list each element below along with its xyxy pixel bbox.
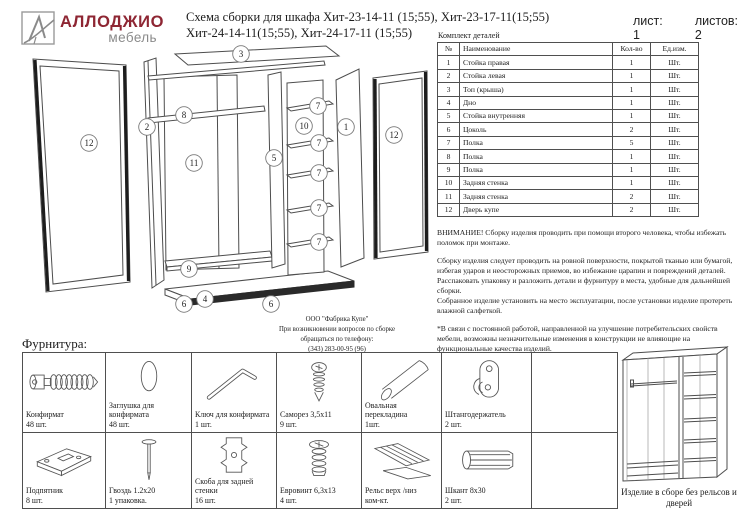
- factory-note-line: обращаться по телефону:: [300, 335, 374, 343]
- hardware-item: [442, 433, 532, 509]
- sheets-total: листов: 2: [694, 14, 739, 42]
- back-panel-bracket-icon: [195, 433, 273, 477]
- confirmat-screw-icon: [25, 357, 103, 407]
- hardware-empty-cell: [532, 353, 618, 433]
- assembly-notes: [437, 228, 740, 354]
- note-paragraph: Расспаковать упаковку и разложить детали и фурнитуру в места, удобные для дальнейшей сборки.: [437, 276, 731, 296]
- svg-text:7: 7: [316, 138, 322, 148]
- col-number: №: [438, 43, 460, 56]
- hardware-item-name: Саморез 3,5х11: [280, 410, 332, 420]
- dowel-icon: [447, 434, 527, 486]
- parts-table: [437, 42, 699, 217]
- hardware-item-name: Гвоздь 1.2х20: [109, 486, 156, 496]
- hardware-item-name: Заглушка для конфирмата: [109, 401, 155, 420]
- sheet-number: лист: 1: [633, 14, 663, 42]
- table-row: 9 Полка 1 Шт.: [438, 163, 699, 176]
- hardware-item-qty: 2 шт.: [445, 495, 462, 505]
- svg-text:7: 7: [316, 203, 322, 213]
- svg-text:6: 6: [268, 299, 274, 309]
- warning-text: ВНИМАНИЕ! Сборку изделия проводить при помощи второго человека, чтобы избежать поломок при монтаже.: [437, 228, 727, 248]
- door-right-panel: [373, 71, 428, 259]
- hardware-item-name: Подпятник: [26, 486, 64, 496]
- svg-text:8: 8: [181, 110, 187, 120]
- sheet-title-line2: Хит-24-14-11(15;55), Хит-24-17-11 (15;55): [186, 26, 413, 40]
- hardware-item: [277, 433, 362, 509]
- col-name: Наименование: [460, 43, 613, 56]
- note-paragraph: Собранное изделие установить на место эксплуатации, после установки изделие протереть влажной салфеткой.: [437, 296, 733, 316]
- table-row: 4 Дно 1 Шт.: [438, 96, 699, 109]
- hardware-title: Фурнитура:: [22, 336, 88, 351]
- table-row: 7 Полка 5 Шт.: [438, 136, 699, 149]
- hardware-item-qty: 1 упаковка.: [109, 495, 147, 505]
- hardware-item-qty: 48 шт.: [26, 419, 47, 429]
- foot-plate-icon: [25, 435, 103, 485]
- hardware-item: [192, 433, 277, 509]
- factory-name: ООО "Фабрика Купе": [305, 316, 369, 323]
- hardware-item-qty: 8 шт.: [26, 495, 43, 505]
- assembled-wardrobe-drawing: [615, 340, 748, 488]
- factory-phone: (343) 283-00-95 (96): [308, 345, 366, 353]
- hardware-item-qty: 4 шт.: [280, 495, 297, 505]
- assembled-view-caption: Изделие в сборе без рельсов и дверей: [621, 487, 737, 508]
- hardware-item-name: Конфирмат: [26, 410, 64, 420]
- svg-text:7: 7: [316, 237, 322, 247]
- hardware-item-name: Шкант 8х30: [445, 486, 486, 496]
- hardware-item-qty: 1 шт.: [195, 419, 212, 429]
- svg-text:2: 2: [144, 122, 150, 132]
- svg-text:3: 3: [238, 49, 244, 59]
- hardware-item-qty: 2 шт.: [445, 419, 462, 429]
- table-row: 8 Полка 1 Шт.: [438, 150, 699, 163]
- svg-text:4: 4: [202, 294, 208, 304]
- table-row: 1 Стойка правая 1 Шт.: [438, 56, 699, 69]
- hex-key-icon: [195, 357, 273, 407]
- nail-icon: [110, 435, 188, 485]
- svg-text:12: 12: [389, 130, 399, 140]
- note-paragraph: *В связи с постоянной работой, направленной на улучшение потребительских свойств мебели, возможны незначительные изменения в конструкции не влияющие на функциональные качества изделий.: [437, 324, 718, 354]
- back-panel-large: [164, 75, 239, 270]
- hardware-item-name: Евровинт 6,3х13: [280, 486, 336, 496]
- svg-text:12: 12: [84, 138, 94, 148]
- factory-note: [252, 315, 422, 354]
- col-qty: Кол-во: [613, 43, 651, 56]
- hardware-item-name: Рельс верх /низ: [365, 486, 417, 496]
- hardware-item-qty: 1шт.: [365, 419, 380, 429]
- sheet-counter: [633, 14, 748, 42]
- hardware-item-qty: ком-кт.: [365, 495, 389, 505]
- hardware-item-qty: 48 шт.: [109, 419, 130, 429]
- svg-text:6: 6: [181, 299, 187, 309]
- svg-text:11: 11: [189, 158, 199, 168]
- oval-rod-icon: [365, 353, 439, 401]
- table-row: 10 Задняя стенка 1 Шт.: [438, 176, 699, 189]
- table-row: 12 Дверь купе 2 Шт.: [438, 203, 699, 216]
- parts-table-title: Комплект деталей: [438, 31, 500, 40]
- svg-text:7: 7: [315, 101, 321, 111]
- hardware-item-name: Скоба для задней стенки: [195, 477, 254, 496]
- hardware-item: [277, 353, 362, 433]
- side-panel-left: [144, 58, 164, 288]
- hardware-item: [106, 353, 192, 433]
- hardware-item: [192, 353, 277, 433]
- hardware-item-name: Ключ для конфирмата: [195, 410, 270, 420]
- rail-icon: [365, 435, 439, 485]
- hardware-item: [362, 433, 442, 509]
- hardware-item: [442, 353, 532, 433]
- svg-text:5: 5: [271, 153, 277, 163]
- svg-text:7: 7: [316, 168, 322, 178]
- table-row: 6 Цоколь 2 Шт.: [438, 123, 699, 136]
- hardware-empty-cell: [532, 433, 618, 509]
- sheet-title-line1: Схема сборки для шкафа Хит-23-14-11 (15;55), Хит-23-17-11(15;55): [186, 10, 550, 24]
- hardware-item: [23, 433, 106, 509]
- table-row: 2 Стойка левая 1 Шт.: [438, 69, 699, 82]
- inner-panel: [268, 72, 285, 268]
- brand-subtitle: мебель: [108, 30, 157, 45]
- note-paragraph: Сборку изделия следует проводить на ровной поверхности, покрытой тканью или бумагой, избегая ударов и неосторожных приемов, во избежание царапин и повреждений деталей.: [437, 256, 733, 276]
- side-panel-right: [336, 69, 364, 267]
- hardware-item-qty: 16 шт.: [195, 495, 216, 505]
- screw-icon: [280, 357, 358, 407]
- hardware-item-name: Штангодержатель: [445, 410, 506, 420]
- parts-table-header: [438, 43, 699, 56]
- hardware-grid: [22, 352, 618, 509]
- table-row: 11 Задняя стенка 2 Шт.: [438, 190, 699, 203]
- table-row: 5 Стойка внутренняя 1 Шт.: [438, 109, 699, 122]
- hardware-item: [23, 353, 106, 433]
- brand-name: АЛЛОДЖИО: [60, 13, 165, 31]
- confirmat-cap-icon: [110, 353, 188, 401]
- svg-text:10: 10: [299, 121, 309, 131]
- col-unit: Ед.изм.: [651, 43, 699, 56]
- exploded-assembly-diagram: [18, 42, 433, 342]
- rod-holder-icon: [447, 356, 527, 408]
- hardware-item: [106, 433, 192, 509]
- hardware-item: [362, 353, 442, 433]
- table-row: 3 Топ (крыша) 1 Шт.: [438, 83, 699, 96]
- svg-text:1: 1: [343, 122, 349, 132]
- hardware-item-name: Овальная перекладина: [365, 401, 408, 420]
- svg-text:9: 9: [186, 264, 192, 274]
- factory-note-line: При возникновении вопросов по сборке: [278, 325, 396, 333]
- door-left-panel: [33, 59, 130, 292]
- euro-screw-icon: [280, 435, 358, 485]
- hardware-item-qty: 9 шт.: [280, 419, 297, 429]
